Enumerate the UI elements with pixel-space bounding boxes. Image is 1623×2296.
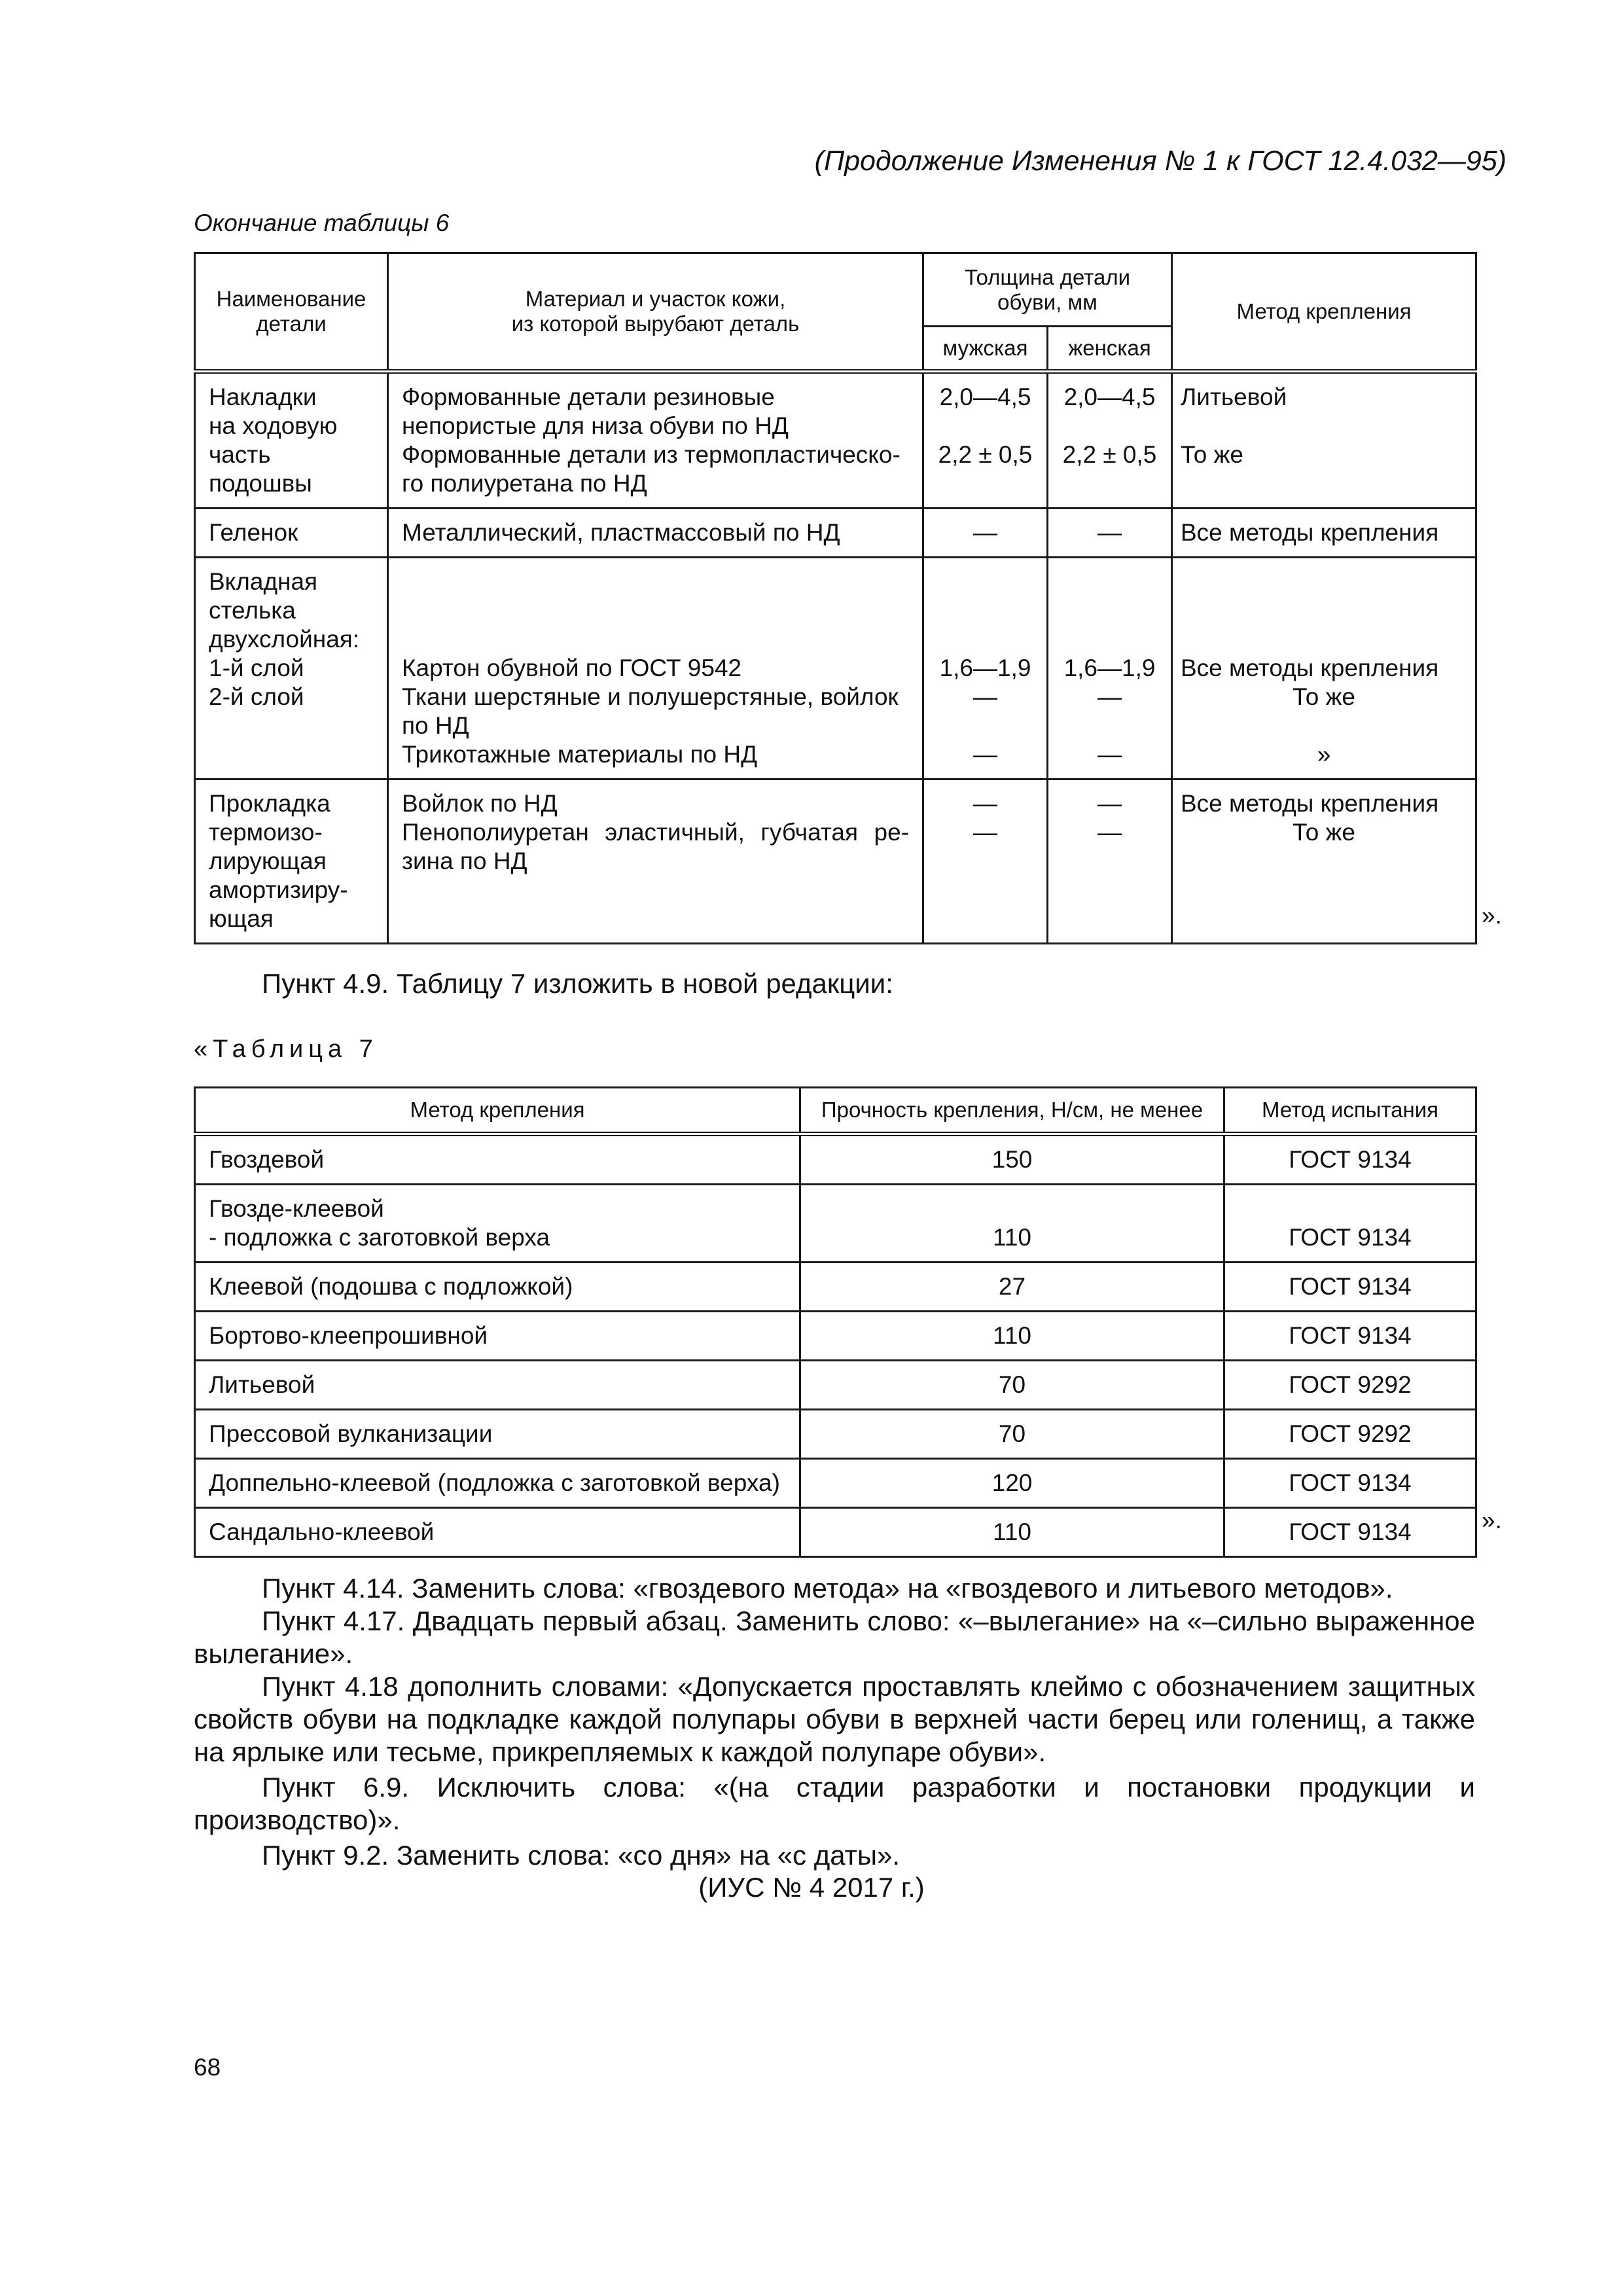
cell-method: Литьевой: [195, 1361, 800, 1410]
table-row: [195, 1361, 1476, 1410]
cell-strength: 70: [800, 1410, 1224, 1459]
cell-detail: Вкладная стелька двухслойная: 1-й слой 2-й слой: [195, 558, 388, 780]
cell-material: Войлок по НД Пенополиуретан эластичный, губчатая ре- зина по НД: [388, 780, 923, 944]
table-7: [194, 1086, 1477, 1558]
paragraph-4-17: Пункт 4.17. Двадцать первый абзац. Заменить слово: «–вылегание» на «–сильно выраженное вылегание».: [194, 1605, 1475, 1669]
paragraph-4-18: Пункт 4.18 дополнить словами: «Допускается проставлять клеймо с обозначением защитных свойств обуви на подкладке каждой полупары обуви в верхней части берец или голенищ, а также на ярлыке или тесьме, прикрепляемых к каждой полупаре обуви».: [194, 1671, 1475, 1767]
table-row: [195, 1263, 1476, 1312]
cell-detail: Прокладка термоизо- лирующая амортизиру- ющая: [195, 780, 388, 944]
cell-test: ГОСТ 9134: [1224, 1185, 1476, 1263]
cell-method: Литьевой То же: [1172, 372, 1476, 509]
cell-test: ГОСТ 9292: [1224, 1361, 1476, 1410]
cell-method: Все методы крепления: [1172, 509, 1476, 558]
cell-method: Клеевой (подошва с подложкой): [195, 1263, 800, 1312]
table-row: [195, 509, 1476, 558]
cell-women: — —: [1048, 780, 1172, 944]
cell-women: 2,0—4,5 2,2 ± 0,5: [1048, 372, 1172, 509]
paragraph-6-9: Пункт 6.9. Исключить слова: «(на стадии разработки и постановки продукции и производство)».: [194, 1772, 1475, 1835]
table-row: [195, 1134, 1476, 1185]
cell-test: ГОСТ 9134: [1224, 1508, 1476, 1557]
cell-test: ГОСТ 9292: [1224, 1410, 1476, 1459]
cell-strength: 150: [800, 1134, 1224, 1185]
header-method: Метод крепления: [1172, 253, 1476, 372]
cell-strength: 110: [800, 1508, 1224, 1557]
amendment-paragraphs: [194, 1572, 1475, 1872]
cell-men: 1,6—1,9 — —: [923, 558, 1048, 780]
table6-caption: Окончание таблицы 6: [194, 209, 450, 236]
cell-test: ГОСТ 9134: [1224, 1134, 1476, 1185]
cell-women: 1,6—1,9 — —: [1048, 558, 1172, 780]
table6-end-mark: ».: [1482, 902, 1502, 929]
cell-material: Металлический, пластмассовый по НД: [388, 509, 923, 558]
cell-method: Сандально-клеевой: [195, 1508, 800, 1557]
table-row: [195, 1185, 1476, 1263]
cell-method: Доппельно-клеевой (подложка с заготовкой верха): [195, 1459, 800, 1508]
cell-method: Гвозде-клеевой - подложка с заготовкой верха: [195, 1185, 800, 1263]
paragraph-4-14: Пункт 4.14. Заменить слова: «гвоздевого метода» на «гвоздевого и литьевого методов».: [262, 1573, 1393, 1604]
continuation-header: (Продолжение Изменения № 1 к ГОСТ 12.4.032—95): [814, 145, 1507, 177]
cell-strength: 110: [800, 1185, 1224, 1263]
cell-material: Формованные детали резиновые непористые для низа обуви по НД Формованные детали из термопластическо- го полиуретана по НД: [388, 372, 923, 509]
paragraph-9-2: Пункт 9.2. Заменить слова: «со дня» на «с даты».: [262, 1840, 901, 1871]
table-row: [195, 1508, 1476, 1557]
cell-material: Картон обувной по ГОСТ 9542 Ткани шерстяные и полушерстяные, войлок по НД Трикотажные материалы по НД: [388, 558, 923, 780]
paragraph-4-9: Пункт 4.9. Таблицу 7 изложить в новой редакции:: [262, 968, 893, 999]
header-women: женская: [1048, 327, 1172, 372]
header-test-method: Метод испытания: [1224, 1088, 1476, 1134]
header-men: мужская: [923, 327, 1048, 372]
table-row: [195, 1312, 1476, 1361]
table-row: [195, 372, 1476, 509]
cell-method: Все методы крепления То же »: [1172, 558, 1476, 780]
table-row: [195, 1410, 1476, 1459]
cell-men: —: [923, 509, 1048, 558]
cell-method: Бортово-клеепрошивной: [195, 1312, 800, 1361]
page-number: 68: [194, 2054, 221, 2081]
header-attach-method: Метод крепления: [195, 1088, 800, 1134]
cell-detail: Накладки на ходовую часть подошвы: [195, 372, 388, 509]
table7-end-mark: ».: [1482, 1507, 1502, 1534]
cell-men: 2,0—4,5 2,2 ± 0,5: [923, 372, 1048, 509]
cell-men: — —: [923, 780, 1048, 944]
cell-detail: Геленок: [195, 509, 388, 558]
cell-method: Гвоздевой: [195, 1134, 800, 1185]
table-row: [195, 780, 1476, 944]
cell-strength: 120: [800, 1459, 1224, 1508]
table-6: [194, 252, 1477, 944]
cell-method: Прессовой вулканизации: [195, 1410, 800, 1459]
header-thickness: Толщина детали обуви, мм: [923, 253, 1172, 327]
header-material: Материал и участок кожи, из которой вырубают деталь: [388, 253, 923, 372]
cell-method: Все методы крепления То же: [1172, 780, 1476, 944]
table-row: [195, 1459, 1476, 1508]
cell-strength: 110: [800, 1312, 1224, 1361]
cell-strength: 70: [800, 1361, 1224, 1410]
table-row: [195, 558, 1476, 780]
table7-label: «Таблица 7: [194, 1035, 378, 1063]
header-detail: Наименование детали: [195, 253, 388, 372]
ius-reference: (ИУС № 4 2017 г.): [698, 1872, 925, 1903]
header-strength: Прочность крепления, Н/см, не менее: [800, 1088, 1224, 1134]
cell-test: ГОСТ 9134: [1224, 1459, 1476, 1508]
cell-test: ГОСТ 9134: [1224, 1263, 1476, 1312]
cell-women: —: [1048, 509, 1172, 558]
cell-strength: 27: [800, 1263, 1224, 1312]
cell-test: ГОСТ 9134: [1224, 1312, 1476, 1361]
